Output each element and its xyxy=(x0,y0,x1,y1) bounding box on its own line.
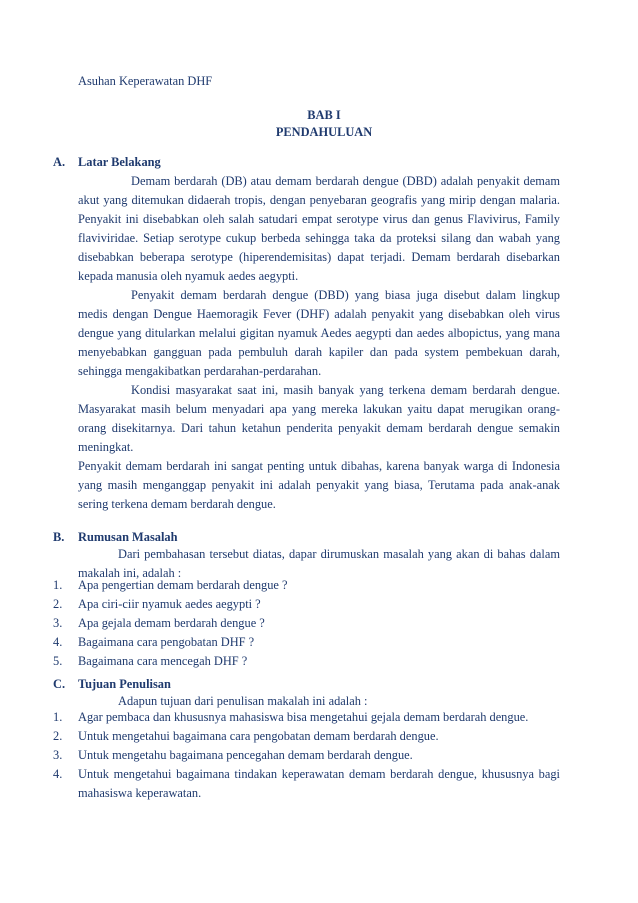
list-number: 5. xyxy=(53,654,63,668)
list-number: 1. xyxy=(53,578,63,592)
list-text: Apa pengertian demam berdarah dengue ? xyxy=(78,578,288,592)
section-b-list xyxy=(53,576,560,671)
section-b-title: Rumusan Masalah xyxy=(78,530,178,544)
list-number: 2. xyxy=(53,597,63,611)
list-text: Apa ciri-ciir nyamuk aedes aegypti ? xyxy=(78,597,261,611)
list-text: Untuk mengetahui bagaimana tindakan keperawatan demam berdarah dengue, khususnya bagi mahasiswa keperawatan. xyxy=(78,767,560,800)
list-text: Agar pembaca dan khususnya mahasiswa bisa mengetahui gejala demam berdarah dengue. xyxy=(78,710,529,724)
list-item xyxy=(53,652,560,671)
list-number: 1. xyxy=(53,710,63,724)
section-c-title: Tujuan Penulisan xyxy=(78,677,171,691)
list-item xyxy=(53,614,560,633)
list-item xyxy=(53,765,560,803)
section-b-letter: B. xyxy=(53,530,65,544)
section-a-letter: A. xyxy=(53,155,66,169)
section-a-heading xyxy=(53,153,161,172)
list-number: 3. xyxy=(53,616,63,630)
list-item xyxy=(53,595,560,614)
paragraph: Penyakit demam berdarah dengue (DBD) yang biasa juga disebut dalam lingkup medis dengan Dengue Haemoragik Fever (DHF) adalah penyakit yang disebabkan oleh virus dengue yang ditularkan melalui gigitan nyamuk Aedes aegypti dan aedes albopictus, yang mana menyebabkan gangguan pada pembuluh darah kapiler dan pada system pembekuan darah, sehingga mengakibatkan perdarahan-perdarahan. xyxy=(78,288,560,378)
section-a-body xyxy=(78,172,560,514)
list-item xyxy=(53,576,560,595)
list-item xyxy=(53,708,560,727)
list-text: Apa gejala demam berdarah dengue ? xyxy=(78,616,265,630)
list-text: Untuk mengetahu bagaimana pencegahan demam berdarah dengue. xyxy=(78,748,413,762)
document-title: Asuhan Keperawatan DHF xyxy=(78,74,213,88)
list-number: 2. xyxy=(53,729,63,743)
chapter-label: BAB I xyxy=(307,108,341,122)
list-number: 4. xyxy=(53,635,63,649)
paragraph: Kondisi masyarakat saat ini, masih banyak yang terkena demam berdarah dengue. Masyarakat masih belum menyadari apa yang mereka lakukan yaitu dapat merugikan orang-orang disekitarnya. Dari tahun ketahun penderita penyakit demam berdarah dengue semakin meningkat. xyxy=(78,383,560,454)
list-text: Bagaimana cara mencegah DHF ? xyxy=(78,654,248,668)
section-a-title: Latar Belakang xyxy=(78,155,161,169)
paragraph: Demam berdarah (DB) atau demam berdarah dengue (DBD) adalah penyakit demam akut yang ditemukan didaerah tropis, dengan penyebaran geografis yang mirip dengan malaria. Penyakit ini disebabkan oleh salah satudari empat serotype virus dan genus Flavivirus, Family flaviviridae. Setiap serotype cukup berbeda sehingga taka da proteksi silang dan wabah yang disebabkan beberapa serotype (hiperendemisitas) dapat terjadi. Demam berdarah disebarkan kepada manusia oleh nyamuk aedes aegypti. xyxy=(78,174,560,283)
list-text: Untuk mengetahui bagaimana cara pengobatan demam berdarah dengue. xyxy=(78,729,439,743)
list-number: 3. xyxy=(53,748,63,762)
list-number: 4. xyxy=(53,767,63,781)
section-c-letter: C. xyxy=(53,677,66,691)
paragraph: Penyakit demam berdarah ini sangat penting untuk dibahas, karena banyak warga di Indonesia yang masih menganggap penyakit ini adalah penyakit yang biasa, Terutama pada anak-anak sering terkena demam berdarah dengue. xyxy=(78,459,560,511)
list-item xyxy=(53,633,560,652)
section-c-list xyxy=(53,708,560,803)
paragraph: Adapun tujuan dari penulisan makalah ini adalah : xyxy=(118,694,368,708)
list-item xyxy=(53,727,560,746)
paragraph: Dari pembahasan tersebut diatas, dapar dirumuskan masalah yang akan di bahas dalam makalah ini, adalah : xyxy=(78,547,560,580)
chapter-title: PENDAHULUAN xyxy=(275,125,373,139)
list-item xyxy=(53,746,560,765)
list-text: Bagaimana cara pengobatan DHF ? xyxy=(78,635,255,649)
